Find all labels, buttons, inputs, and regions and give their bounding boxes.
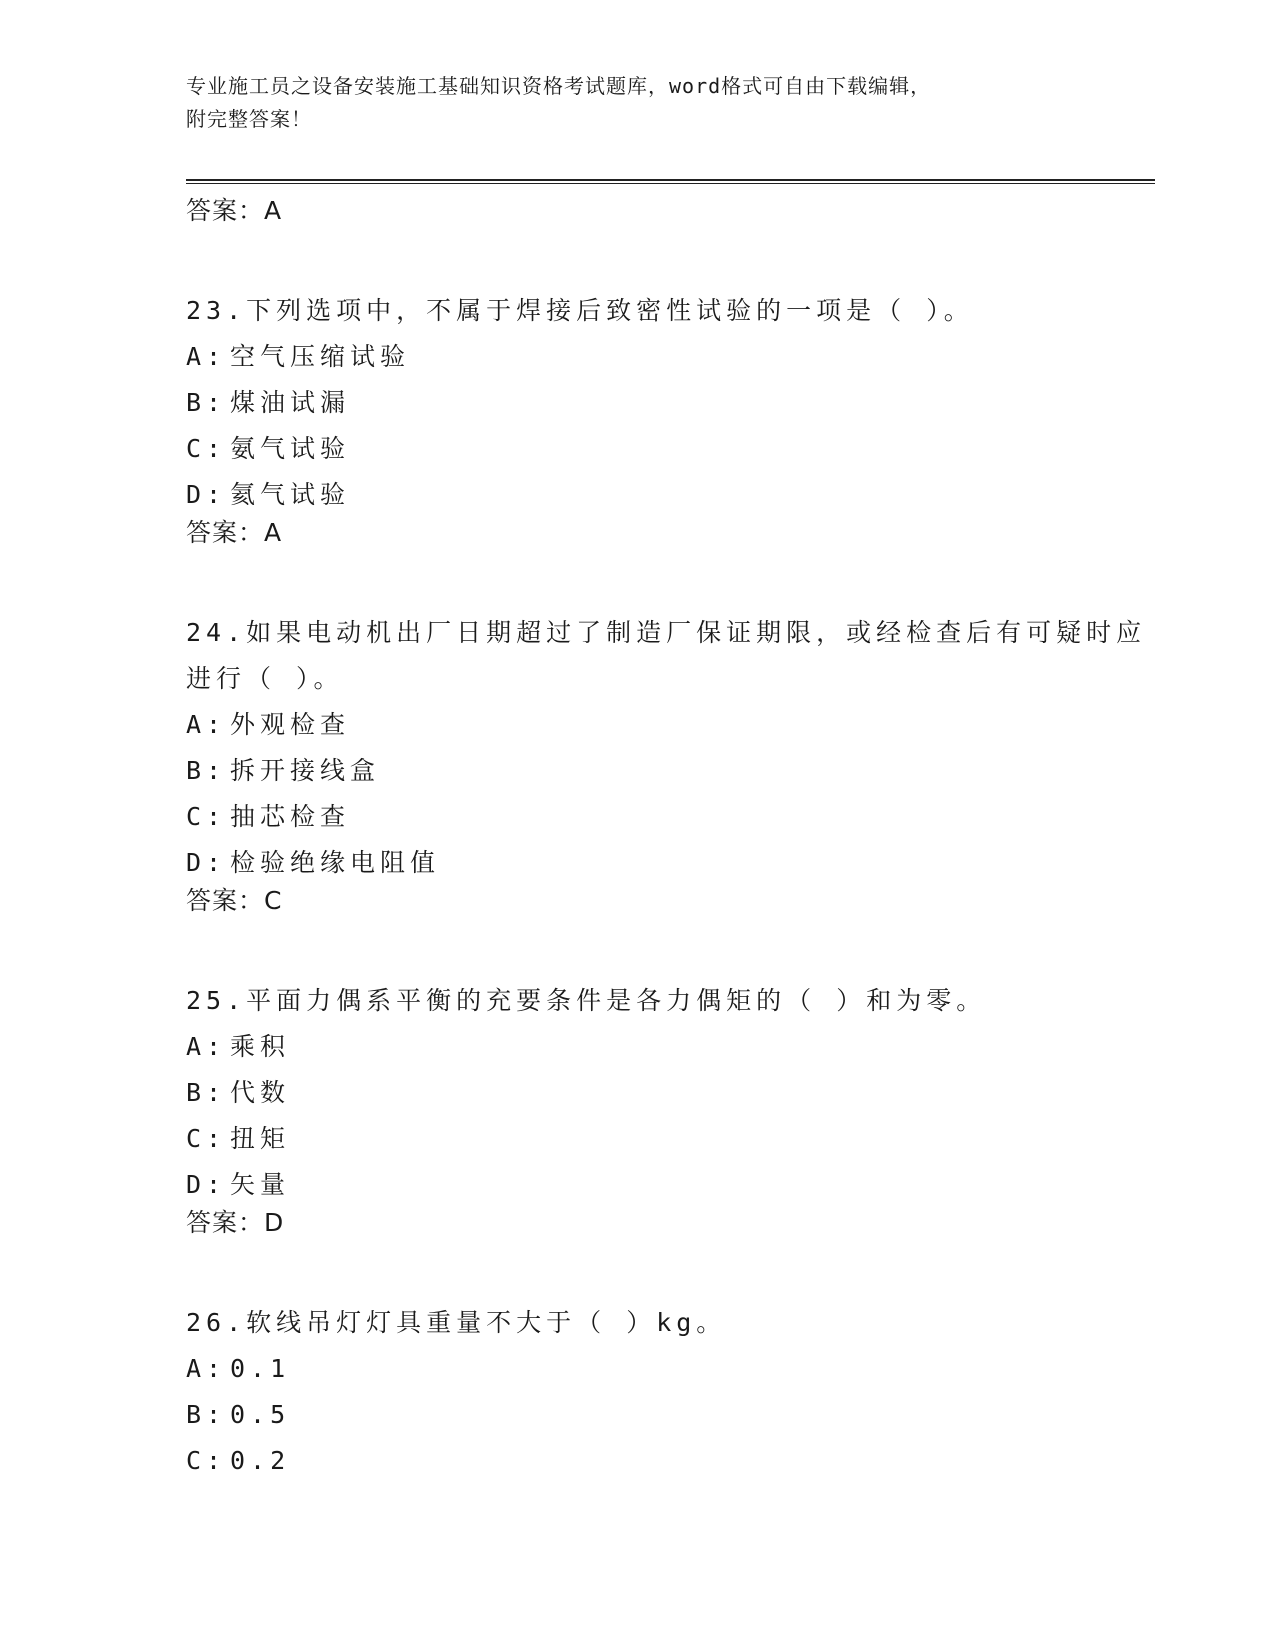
option-label: A: <box>186 342 227 371</box>
option-text: 氦气试验 <box>230 480 351 509</box>
option-text: 矢量 <box>230 1170 291 1199</box>
answer-line: 答案：C <box>186 886 283 915</box>
option-label: B: <box>186 1400 227 1429</box>
document-header <box>186 70 1166 136</box>
option-label: D: <box>186 480 227 509</box>
question-25 <box>186 978 1166 1238</box>
document-page <box>186 70 1166 1484</box>
option-label: B: <box>186 388 227 417</box>
option-text: 抽芯检查 <box>230 802 351 831</box>
option-text: 乘积 <box>230 1032 291 1061</box>
option-label: A: <box>186 710 227 739</box>
question-text: 24.如果电动机出厂日期超过了制造厂保证期限，或经检查后有可疑时应进行（ ）。 <box>186 618 1147 693</box>
option-b <box>186 380 1166 426</box>
header-line-2: 附完整答案！ <box>186 107 312 131</box>
option-b <box>186 1070 1166 1116</box>
question-23 <box>186 288 1166 548</box>
option-text: 氨气试验 <box>230 434 351 463</box>
option-text: 0.1 <box>230 1354 291 1383</box>
option-text: 拆开接线盒 <box>230 756 381 785</box>
option-label: B: <box>186 1078 227 1107</box>
answer-line: 答案：A <box>186 196 283 225</box>
option-a <box>186 1346 1166 1392</box>
option-label: B: <box>186 756 227 785</box>
option-b <box>186 748 1166 794</box>
question-text: 23.下列选项中，不属于焊接后致密性试验的一项是（ ）。 <box>186 296 974 325</box>
option-c <box>186 1438 1166 1484</box>
header-line-1: 专业施工员之设备安装施工基础知识资格考试题库，word格式可自由下载编辑， <box>186 74 932 98</box>
option-text: 煤油试漏 <box>230 388 351 417</box>
option-text: 0.5 <box>230 1400 291 1429</box>
option-text: 检验绝缘电阻值 <box>230 848 441 877</box>
option-text: 代数 <box>230 1078 291 1107</box>
question-26 <box>186 1300 1166 1484</box>
option-text: 空气压缩试验 <box>230 342 411 371</box>
option-a <box>186 334 1166 380</box>
option-text: 0.2 <box>230 1446 291 1475</box>
option-a <box>186 1024 1166 1070</box>
question-24 <box>186 610 1166 916</box>
header-divider <box>186 179 1155 184</box>
option-label: A: <box>186 1354 227 1383</box>
option-c <box>186 426 1166 472</box>
option-label: D: <box>186 1170 227 1199</box>
question-text: 25.平面力偶系平衡的充要条件是各力偶矩的（ ）和为零。 <box>186 986 987 1015</box>
option-label: C: <box>186 802 227 831</box>
option-label: A: <box>186 1032 227 1061</box>
option-label: C: <box>186 1124 227 1153</box>
option-d <box>186 1162 1166 1208</box>
option-text: 扭矩 <box>230 1124 291 1153</box>
option-d <box>186 840 1166 886</box>
option-b <box>186 1392 1166 1438</box>
option-label: C: <box>186 434 227 463</box>
option-c <box>186 794 1166 840</box>
option-a <box>186 702 1166 748</box>
option-d <box>186 472 1166 518</box>
answer-line: 答案：D <box>186 1208 285 1237</box>
option-label: C: <box>186 1446 227 1475</box>
answer-line: 答案：A <box>186 518 283 547</box>
question-text: 26.软线吊灯灯具重量不大于（ ）kg。 <box>186 1308 727 1337</box>
option-text: 外观检查 <box>230 710 351 739</box>
option-label: D: <box>186 848 227 877</box>
option-c <box>186 1116 1166 1162</box>
